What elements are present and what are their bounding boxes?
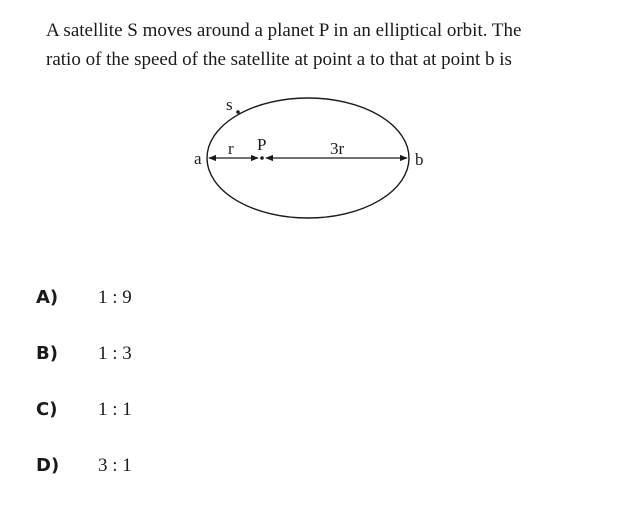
answer-options — [36, 283, 336, 507]
label-s: s — [226, 95, 233, 114]
orbit-diagram — [190, 88, 435, 248]
option-text: 1 : 9 — [98, 287, 132, 308]
label-a: a — [194, 149, 202, 168]
option-a[interactable] — [36, 283, 336, 339]
label-p: P — [257, 135, 267, 154]
question-text — [46, 16, 606, 74]
option-b[interactable] — [36, 339, 336, 395]
option-letter: B) — [36, 343, 58, 364]
question-line-2: ratio of the speed of the satellite at point a to that at point b is — [46, 49, 512, 70]
label-3r: 3r — [330, 139, 345, 158]
option-text: 3 : 1 — [98, 455, 132, 476]
orbit-diagram-svg — [190, 88, 435, 248]
option-letter: C) — [36, 399, 58, 420]
option-text: 1 : 3 — [98, 343, 132, 364]
question-line-1: A satellite S moves around a planet P in an elliptical orbit. The — [46, 20, 522, 41]
label-b: b — [415, 150, 424, 169]
label-r: r — [228, 139, 234, 158]
option-letter: D) — [36, 455, 60, 476]
option-c[interactable] — [36, 395, 336, 451]
option-text: 1 : 1 — [98, 399, 132, 420]
option-letter: A) — [36, 287, 59, 308]
option-d[interactable] — [36, 451, 336, 507]
satellite-dot — [236, 110, 240, 114]
planet-dot — [260, 156, 264, 160]
